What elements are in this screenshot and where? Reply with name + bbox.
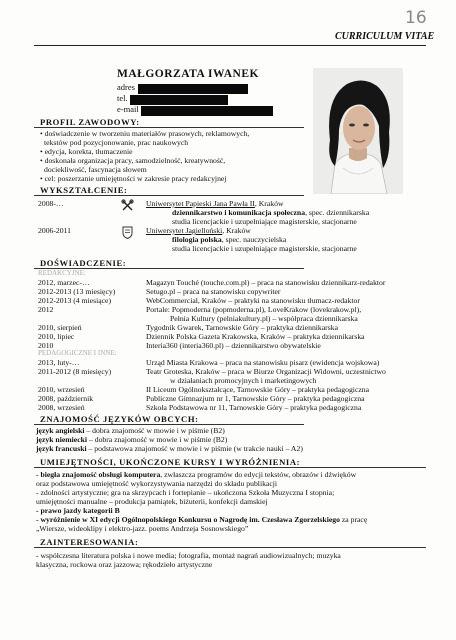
phone-label: tel. — [117, 93, 128, 103]
job-date: 2010, lipiec — [38, 332, 75, 341]
document-title: CURRICULUM VITAE — [335, 31, 435, 42]
education-note: studia licencjackie i uzupełniające magisterskie, stacjonarne — [172, 217, 357, 226]
education-field-line: dziennikarstwo i komunikacja społeczna, spec. dziennikarska — [172, 208, 370, 217]
language-item: język niemiecki – dobra znajomość w mowie i w piśmie (B2) — [36, 435, 228, 444]
skill-line: - biegła znajomość obsługi komputera, zwłaszcza programów do edycji tekstów, obrazów i dźwięków — [36, 470, 357, 479]
profile-line: • edycja, korekta, tłumaczenie — [40, 147, 133, 156]
job-date: 2012, marzec-… — [38, 278, 90, 287]
interests-divider — [34, 547, 426, 548]
education-note: studia licencjackie i uzupełniające magisterskie, stacjonarne — [172, 244, 357, 253]
profile-divider — [34, 127, 304, 128]
profile-line: • doświadczenie w tworzeniu materiałów prasowych, reklamowych, — [40, 129, 250, 138]
editorial-subheading: REDAKCYJNE: — [38, 269, 86, 277]
job-date: 2012 — [38, 305, 54, 314]
skill-line: oraz podstawowa umiejętność wykorzystywania narzędzi do składu publikacji — [36, 479, 278, 488]
job-text: WebCommercial, Kraków – praktyki na stanowisku tłumacz-redaktor — [146, 296, 360, 305]
job-text: II Liceum Ogólnokształcące, Tarnowskie Góry – praktyka pedagogiczna — [146, 385, 370, 394]
profile-heading: PROFIL ZAWODOWY: — [40, 117, 140, 127]
education-field-line: filologia polska, spec. nauczycielska — [172, 235, 287, 244]
profile-line: dociekliwość, fascynacja słowem — [44, 165, 147, 174]
education-divider — [34, 195, 304, 196]
interests-line: klasyczna, rockowa oraz jazzowa; rękodzieło artystyczne — [36, 560, 213, 569]
job-date: 2010, wrzesień — [38, 385, 85, 394]
job-text: Publiczne Gimnazjum nr 1, Tarnowskie Góry – praktyka pedagogiczna — [146, 394, 365, 403]
languages-divider — [34, 424, 304, 425]
education-period: 2006-2011 — [38, 226, 72, 235]
job-date: 2008, październik — [38, 394, 94, 403]
interests-line: - współczesna literatura polska i nowe media; fotografia, montaż nagrań audiowizualnych; muzyka — [36, 551, 341, 560]
profile-line: • cel: poszerzanie umiejętności w zakresie pracy redakcyjnej — [40, 174, 227, 183]
skill-line: - zdolności artystyczne; gra na skrzypcach i fortepianie – ukończona Szkoła Muzyczna I stopnia; — [36, 488, 335, 497]
job-text: w działaniach promocyjnych i marketingowych — [170, 376, 317, 385]
education-school-line: Uniwersytet Papieski Jana Pawła II, Kraków — [146, 199, 284, 208]
job-text: Teatr Groteska, Kraków – praca w Biurze Organizacji Widowni, uczestnictwo — [146, 367, 386, 376]
skill-line: - wyróżnienie w XI edycji Ogólnopolskiego Konkursu o Nagrodę im. Czesława Zgorzelskiego za pracę — [36, 515, 368, 524]
page-number: 16 — [405, 8, 427, 28]
skills-heading: UMIEJĘTNOŚCI, UKOŃCZONE KURSY I WYRÓŻNIENIA: — [40, 457, 301, 467]
profile-line: • doskonała organizacja pracy, samodzielność, kreatywność, — [40, 156, 226, 165]
redacted-address — [138, 84, 248, 94]
job-date: 2011-2012 (8 miesięcy) — [38, 367, 112, 376]
teaching-subheading: PEDAGOGICZNE I INNE: — [38, 349, 117, 357]
job-text: Magazyn Touché (touche.com.pl) – praca na stanowisku dziennikarz-redaktor — [146, 278, 386, 287]
job-text: Tygodnik Gwarek, Tarnowskie Góry – praktyka dziennikarska — [146, 323, 338, 332]
redacted-email — [141, 106, 273, 116]
education-heading: WYKSZTAŁCENIE: — [40, 185, 128, 195]
email-label: e-mail — [117, 104, 139, 114]
job-date: 2010 — [38, 341, 54, 350]
skill-line: umiejętności manualne – produkcja pamiątek, biżuterii, konfekcji damskiej — [36, 497, 268, 506]
university-crest-icon — [121, 226, 134, 239]
language-item: język angielski – dobra znajomość w mowie i w piśmie (B2) — [36, 426, 225, 435]
crossed-keys-emblem-icon — [121, 199, 134, 212]
redacted-phone — [130, 95, 228, 105]
job-date: 2010, sierpień — [38, 323, 82, 332]
job-date: 2008, wrzesień — [38, 403, 85, 412]
languages-heading: ZNAJOMOŚĆ JĘZYKÓW OBCYCH: — [40, 414, 199, 424]
experience-heading: DOŚWIADCZENIE: — [40, 258, 127, 268]
address-label: adres — [117, 82, 135, 92]
job-text: Setugo.pl – praca na stanowisku copywriter — [146, 287, 281, 296]
interests-heading: ZAINTERESOWANIA: — [40, 537, 139, 547]
job-text: Portale: Popmoderna (popmoderna.pl), LoveKrakow (lovekrakow.pl), — [146, 305, 362, 314]
job-text: Urząd Miasta Krakowa – praca na stanowisku pisarz (ewidencja wojskowa) — [146, 358, 380, 367]
job-date: 2013, luty-… — [38, 358, 80, 367]
skills-divider — [34, 467, 426, 468]
header-divider — [34, 45, 426, 46]
skill-line: „Wiersze, wideoklipy i elektro-jazz. poems Andrzeja Sosnowskiego” — [36, 524, 249, 533]
person-name: MAŁGORZATA IWANEK — [117, 68, 259, 80]
job-text: Pełnia Kultury (pelniakultury.pl) – współpraca dziennikarska — [170, 314, 358, 323]
job-text: Interia360 (interia360.pl) – dziennikarstwo obywatelskie — [146, 341, 321, 350]
portrait-photo — [313, 68, 403, 194]
job-text: Dziennik Polska Gazeta Krakowska, Kraków – praktyka dziennikarska — [146, 332, 365, 341]
job-text: Szkoła Podstawowa nr 11, Tarnowskie Góry – praktyka pedagogiczna — [146, 403, 362, 412]
education-period: 2008-… — [38, 199, 64, 208]
profile-line: tekstów pod pozycjonowanie, prac naukowych — [44, 138, 189, 147]
skill-line: - prawo jazdy kategorii B — [36, 506, 120, 515]
job-date: 2012-2013 (13 miesięcy) — [38, 287, 116, 296]
job-date: 2012-2013 (4 miesiące) — [38, 296, 112, 305]
education-school-line: Uniwersytet Jagielloński, Kraków — [146, 226, 251, 235]
language-item: język francuski – podstawowa znajomość w mowie i w piśmie (w trakcie nauki – A2) — [36, 444, 303, 453]
